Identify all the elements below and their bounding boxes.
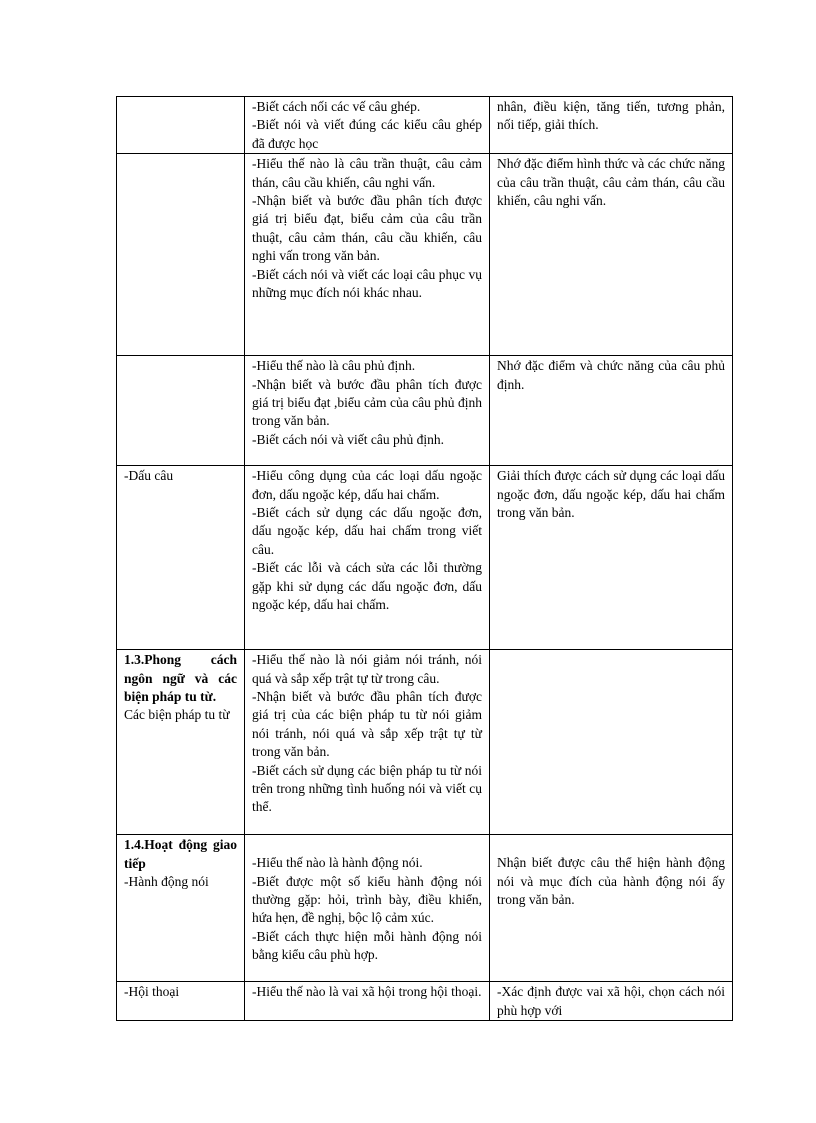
- table-row: [117, 982, 733, 1021]
- skill-line: -Nhận biết và bước đầu phân tích được giá trị biểu đạt, biểu cảm của câu trần thuật, câu cảm thán, câu cầu khiến, câu nghi vấn trong văn bản.: [252, 193, 482, 264]
- skill-cell: [245, 356, 490, 466]
- topic-cell: [117, 97, 245, 154]
- topic-cell: [117, 154, 245, 356]
- requirement-line: Nhớ đặc điểm hình thức và các chức năng của câu trần thuật, câu cảm thán, câu cầu khiến, câu nghi vấn.: [497, 156, 725, 209]
- requirement-cell: [490, 835, 733, 982]
- requirement-cell: [490, 982, 733, 1021]
- topic-cell: [117, 835, 245, 982]
- skill-cell: [245, 154, 490, 356]
- topic-cell: [117, 650, 245, 835]
- skill-line: -Biết cách thực hiện mỗi hành động nói bằng kiểu câu phù hợp.: [252, 928, 482, 963]
- requirement-line: nhân, điều kiện, tăng tiến, tương phản, nối tiếp, giải thích.: [497, 99, 725, 133]
- skill-line: -Hiểu thế nào là hành động nói.: [252, 855, 423, 871]
- skill-line: -Biết cách sử dụng các dấu ngoặc đơn, dấu ngoặc kép, dấu hai chấm trong viết câu.: [252, 505, 482, 557]
- topic-line: -Hội thoại: [124, 984, 180, 1000]
- table-row: [117, 835, 733, 982]
- requirement-cell: [490, 466, 733, 650]
- topic-line: -Hành động nói: [124, 874, 209, 890]
- topic-cell: [117, 982, 245, 1021]
- skill-cell: [245, 466, 490, 650]
- skill-cell: [245, 982, 490, 1021]
- curriculum-table: [116, 96, 733, 1021]
- skill-cell: [245, 97, 490, 154]
- skill-line: -Biết các lỗi và cách sửa các lỗi thường gặp khi sử dụng các dấu ngoặc đơn, dấu ngoặc kép, dấu hai chấm.: [252, 560, 482, 613]
- requirement-cell: [490, 356, 733, 466]
- topic-cell: [117, 356, 245, 466]
- requirement-cell: [490, 154, 733, 356]
- section-heading: 1.3.Phong cách ngôn ngữ và các biện pháp tu từ.: [124, 652, 237, 705]
- skill-line: -Biết cách nói và viết câu phủ định.: [252, 431, 444, 447]
- skill-line: -Hiểu thế nào là vai xã hội trong hội thoại.: [252, 984, 482, 1000]
- requirement-cell: [490, 97, 733, 154]
- skill-cell: [245, 835, 490, 982]
- skill-line: -Biết cách nối các vế câu ghép.: [252, 99, 421, 114]
- table-row: [117, 356, 733, 466]
- skill-line: -Hiểu thế nào là câu trần thuật, câu cảm thán, câu cầu khiến, câu nghi vấn.: [252, 156, 482, 190]
- requirement-line: Nhớ đặc điểm và chức năng của câu phủ định.: [497, 358, 725, 392]
- section-heading: 1.4.Hoạt động giao tiếp: [124, 837, 237, 871]
- table-row: [117, 97, 733, 154]
- table-body: [117, 97, 733, 1021]
- topic-line: -Dấu câu: [124, 468, 174, 484]
- skill-line: -Biết nói và viết đúng các kiểu câu ghép đã được học: [252, 117, 482, 151]
- requirement-cell: [490, 650, 733, 835]
- requirement-line: -Xác định được vai xã hội, chọn cách nói phù hợp với: [497, 984, 725, 1018]
- topic-line: Các biện pháp tu từ: [124, 707, 230, 723]
- skill-line: -Hiểu công dụng của các loại dấu ngoặc đơn, dấu ngoặc kép, dấu hai chấm.: [252, 468, 482, 502]
- table-row: [117, 650, 733, 835]
- skill-line: -Hiểu thế nào là câu phủ định.: [252, 358, 416, 374]
- requirement-line: Nhận biết được câu thể hiện hành động nói và mục đích của hành động nói ấy trong văn bản.: [497, 855, 725, 908]
- skill-line: -Biết cách sử dụng các biện pháp tu từ nói trên trong những tình huống nói và viết cụ thể.: [252, 762, 482, 815]
- topic-cell: [117, 466, 245, 650]
- skill-line: -Biết cách nói và viết các loại câu phục vụ những mục đích nói khác nhau.: [252, 266, 482, 301]
- table-row: [117, 154, 733, 356]
- skill-line: -Biết được một số kiểu hành động nói thường gặp: hỏi, trình bày, điều khiển, hứa hẹn, đề nghị, bộc lộ cảm xúc.: [252, 873, 482, 926]
- skill-line: -Nhận biết và bước đầu phân tích được giá trị của các biện pháp tu từ nói giảm nói tránh, nói quá và sắp xếp trật tự từ trong văn bản.: [252, 689, 482, 760]
- skill-line: -Nhận biết và bước đầu phân tích được giá trị biểu đạt ,biểu cảm của câu phủ định trong văn bản.: [252, 376, 482, 429]
- requirement-line: Giải thích được cách sử dụng các loại dấu ngoặc đơn, dấu ngoặc kép, dấu hai chấm trong văn bản.: [497, 468, 725, 521]
- table-row: [117, 466, 733, 650]
- skill-line: -Hiểu thế nào là nói giảm nói tránh, nói quá và sắp xếp trật tự từ trong câu.: [252, 652, 482, 686]
- skill-cell: [245, 650, 490, 835]
